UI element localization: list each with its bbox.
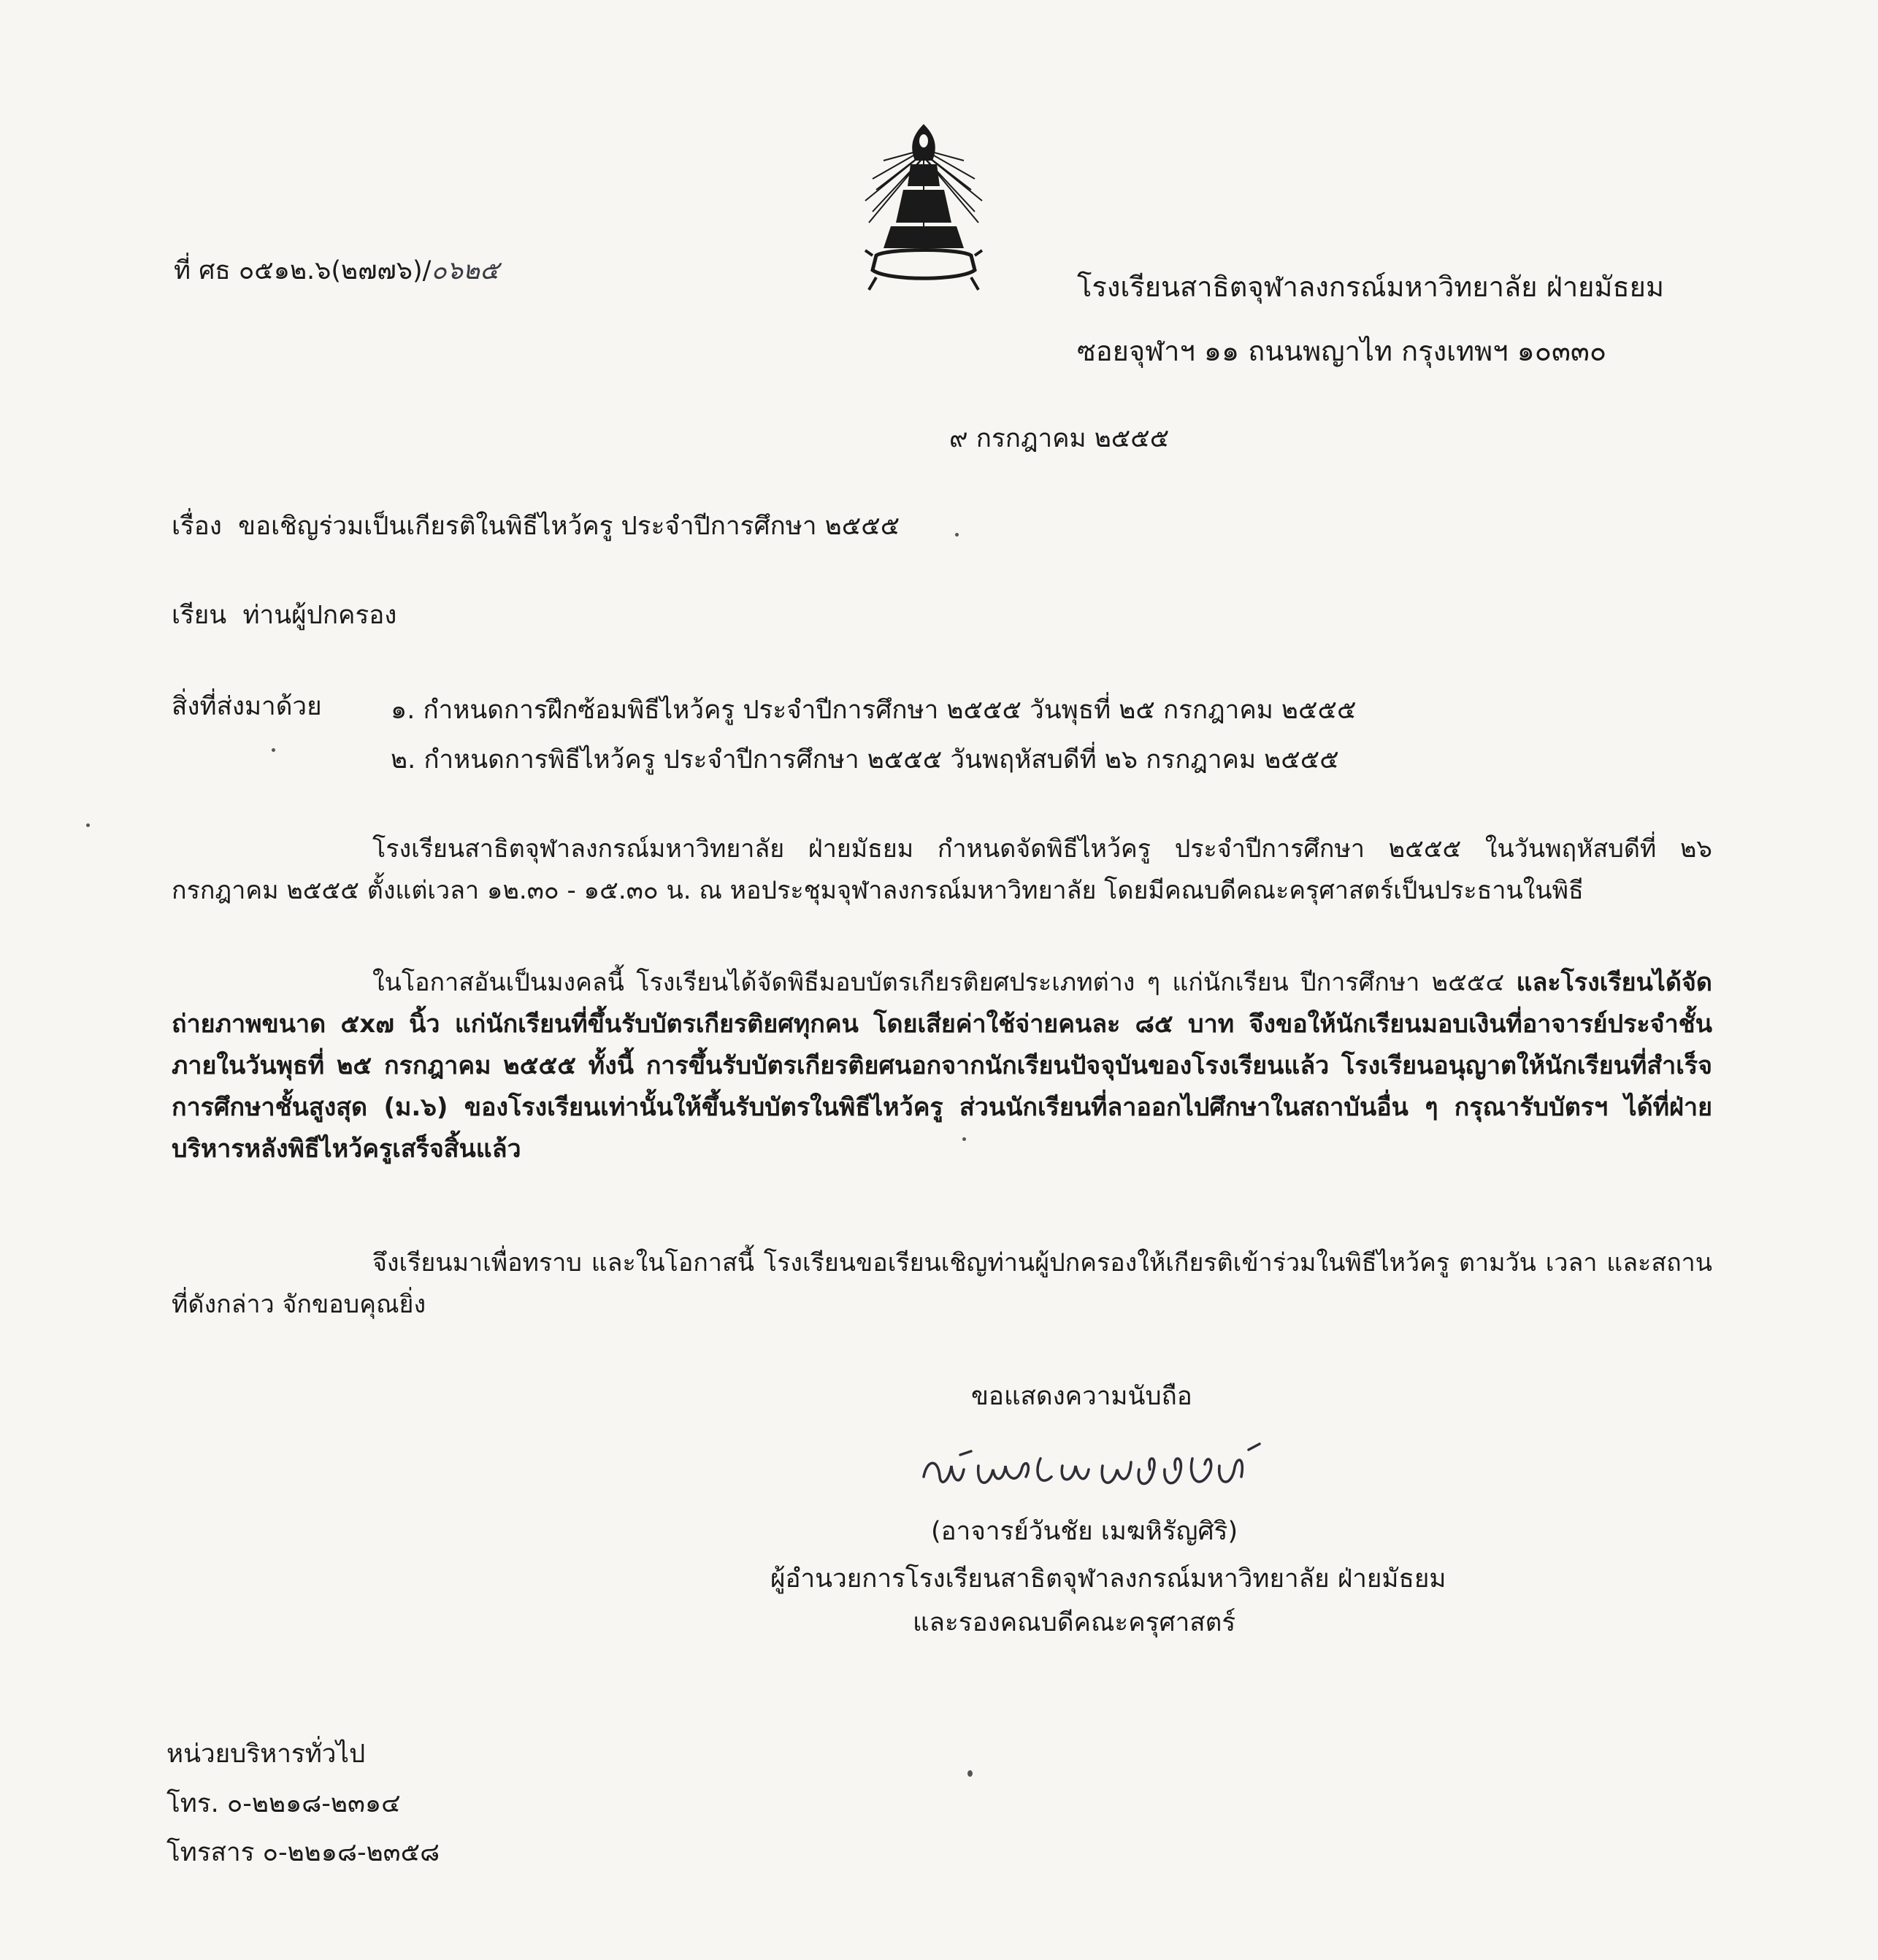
body-paragraph-2 (172, 962, 1712, 1170)
scan-speck (86, 823, 90, 827)
salutation (172, 599, 396, 633)
sender-name: โรงเรียนสาธิตจุฬาลงกรณ์มหาวิทยาลัย ฝ่ายมัธยม (1077, 271, 1664, 303)
subject-label: เรื่อง (172, 512, 222, 541)
signer-title-2: และรองคณบดีคณะครุศาสตร์ (913, 1608, 1236, 1637)
paragraph-2-normal: ในโอกาสอันเป็นมงคลนี้ โรงเรียนได้จัดพิธีมอบบัตรเกียรติยศประเภทต่าง ๆ แก่นักเรียน ปีการศึกษา ๒๕๕๔ (372, 968, 1517, 997)
enclosure-item-1: ๑. กำหนดการฝึกซ้อมพิธีไหว้ครู ประจำปีการศึกษา ๒๕๕๕ วันพุธที่ ๒๕ กรกฎาคม ๒๕๕๕ (391, 696, 1357, 725)
scan-speck (272, 748, 275, 752)
body-paragraph-1: โรงเรียนสาธิตจุฬาลงกรณ์มหาวิทยาลัย ฝ่ายมัธยม กำหนดจัดพิธีไหว้ครู ประจำปีการศึกษา ๒๕๕๕ ในวันพฤหัสบดีที่ ๒๖ กรกฎาคม ๒๕๕๕ ตั้งแต่เวลา ๑๒.๓๐ - ๑๕.๓๐ น. ณ หอประชุมจุฬาลงกรณ์มหาวิทยาลัย โดยมีคณบดีคณะครุศาสตร์เป็นประธานในพิธี (172, 834, 1712, 905)
subject-line (172, 510, 900, 544)
footer-unit: หน่วยบริหารทั่วไป (166, 1740, 366, 1769)
scan-speck (967, 1770, 973, 1777)
footer-fax: โทรสาร ๐-๒๒๑๘-๒๓๕๘ (166, 1838, 440, 1867)
salutation-label: เรียน (172, 601, 227, 630)
signer-name: (อาจารย์วันชัย เมฆหิรัญศิริ) (931, 1517, 1238, 1546)
scan-speck (955, 533, 959, 537)
reference-number (174, 254, 499, 288)
reference-handwritten: ๐๖๒๕ (431, 256, 499, 285)
enclosure-item-2: ๒. กำหนดการพิธีไหว้ครู ประจำปีการศึกษา ๒๕๕๕ วันพฤหัสบดีที่ ๒๖ กรกฎาคม ๒๕๕๕ (391, 745, 1339, 775)
letter-date: ๙ กรกฎาคม ๒๕๕๕ (949, 424, 1170, 453)
subject-text: ขอเชิญร่วมเป็นเกียรติในพิธีไหว้ครู ประจำปีการศึกษา ๒๕๕๕ (238, 512, 900, 541)
salutation-recipient: ท่านผู้ปกครอง (242, 601, 397, 630)
paragraph-2-bold: และโรงเรียนได้จัดถ่ายภาพขนาด ๕x๗ นิ้ว แก่นักเรียนที่ขึ้นรับบัตรเกียรติยศทุกคน โดยเสียค่าใช้จ่ายคนละ ๘๕ บาท จึงขอให้นักเรียนมอบเงินที่อาจารย์ประจำชั้นภายในวันพุธที่ ๒๕ กรกฎาคม ๒๕๕๕ ทั้งนี้ การขึ้นรับบัตรเกียรติยศนอกจากนักเรียนปัจจุบันของโรงเรียนแล้ว โรงเรียนอนุญาตให้นักเรียนที่สำเร็จการศึกษาชั้นสูงสุด (ม.๖) ของโรงเรียนเท่านั้นให้ขึ้นรับบัตรในพิธีไหว้ครู ส่วนนักเรียนที่ลาออกไปศึกษาในสถาบันอื่น ๆ กรุณารับบัตรฯ ได้ที่ฝ่ายบริหารหลังพิธีไหว้ครูเสร็จสิ้นแล้ว (172, 968, 1712, 1164)
phra-kiao-crest-icon (858, 120, 989, 296)
sender-address: ซอยจุฬาฯ ๑๑ ถนนพญาไท กรุงเทพฯ ๑๐๓๓๐ (1077, 335, 1607, 367)
reference-printed: ที่ ศธ ๐๕๑๒.๖(๒๗๗๖)/ (174, 256, 432, 285)
body-paragraph-3: จึงเรียนมาเพื่อทราบ และในโอกาสนี้ โรงเรียนขอเรียนเชิญท่านผู้ปกครองให้เกียรติเข้าร่วมในพิธีไหว้ครู ตามวัน เวลา และสถานที่ดังกล่าว จักขอบคุณยิ่ง (172, 1248, 1712, 1319)
enclosure-label: สิ่งที่ส่งมาด้วย (172, 692, 322, 721)
signer-title: ผู้อำนวยการโรงเรียนสาธิตจุฬาลงกรณ์มหาวิทยาลัย ฝ่ายมัธยม (770, 1564, 1446, 1594)
closing-phrase: ขอแสดงความนับถือ (971, 1382, 1192, 1411)
handwritten-signature (916, 1437, 1267, 1499)
scan-speck (962, 1137, 966, 1141)
footer-phone: โทร. ๐-๒๒๑๘-๒๓๑๔ (166, 1789, 401, 1818)
